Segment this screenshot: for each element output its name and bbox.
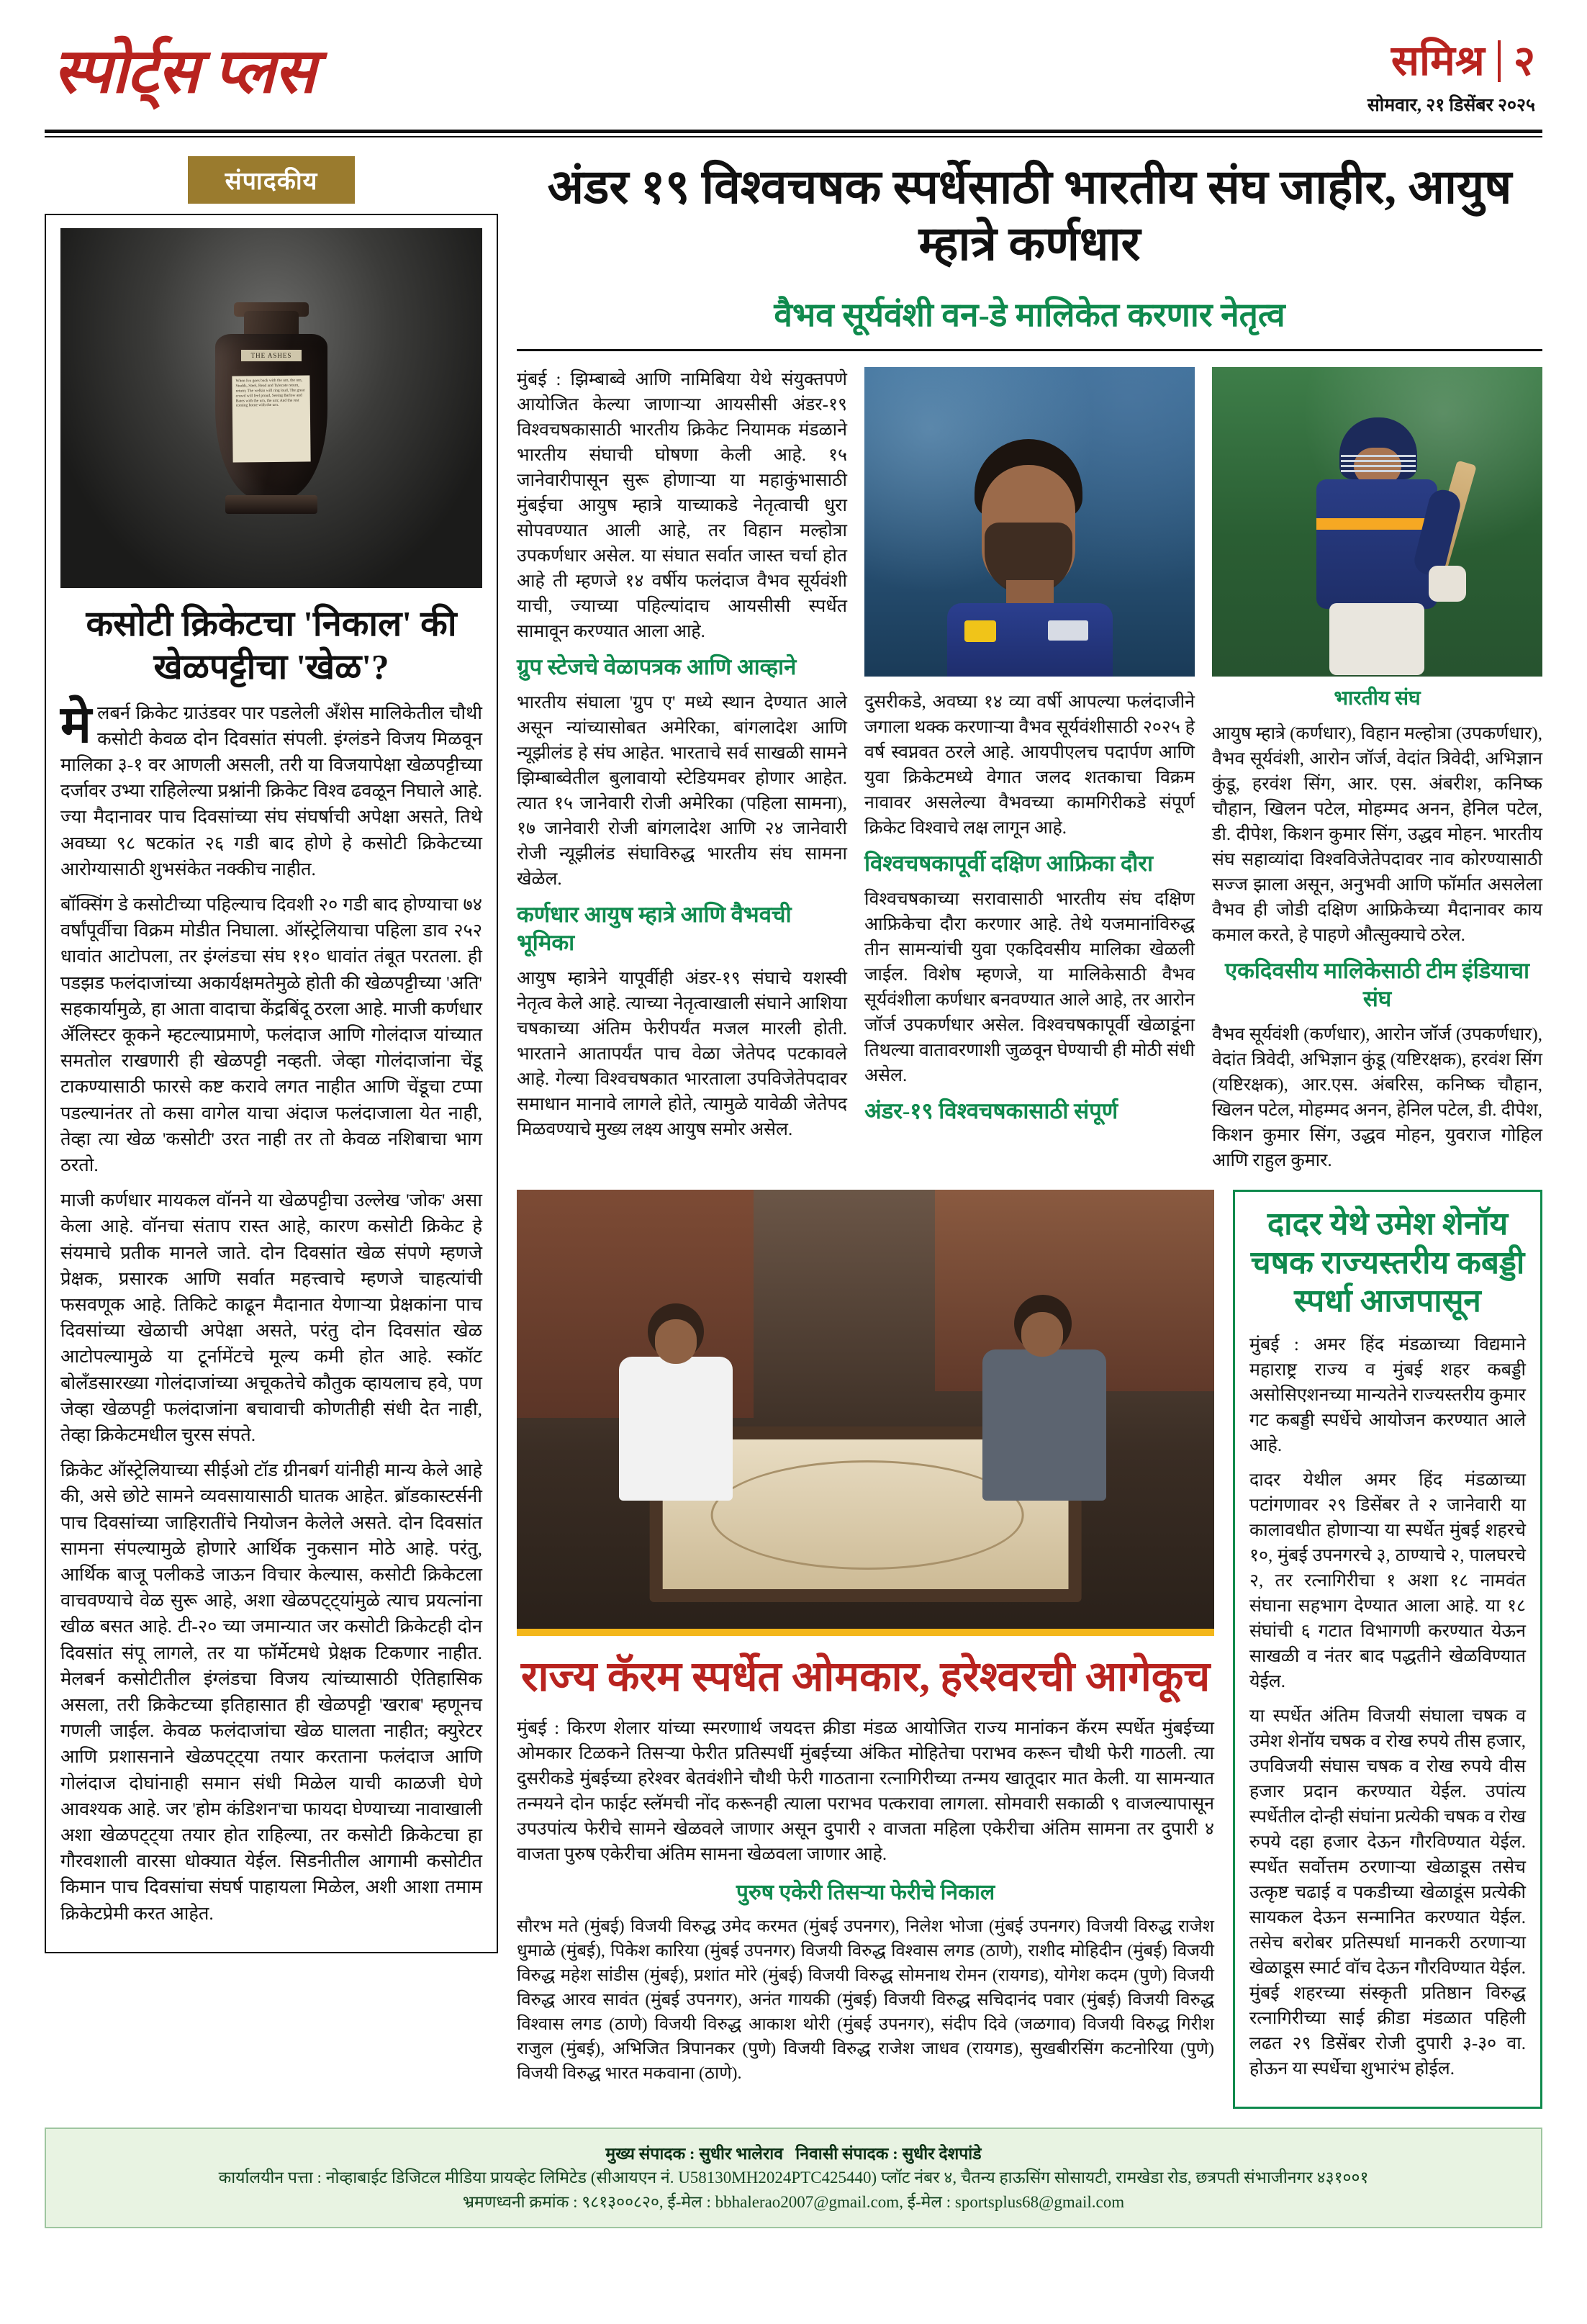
lead-col-1 <box>517 367 847 1183</box>
editorial-frame <box>45 214 498 1953</box>
paragraph: दादर येथील अमर हिंद मंडळाच्या पटांगणावर २९ डिसेंबर ते २ जानेवारी या कालावधीत होणाऱ्या या स्पर्धेत मुंबई शहरचे १०, मुंबई उपनगरचे ३, ठाण्याचे २, पालघरचे २, तर रत्नागिरीचा १ अशा १८ नामवंत संघाना सहभाग देण्यात आला आहे. या १८ संघांची ६ गटात विभागणी करण्यात येऊन साखळी व नंतर बाद पद्धतीने खेळविण्यात येईल. <box>1249 1470 1526 1691</box>
helmet-grill <box>1341 455 1416 474</box>
imprint-box <box>45 2128 1542 2228</box>
imprint-line-2: कार्यालयीन पत्ता : नोव्हाबाईट डिजिटल मीडिया प्रायव्हेट लिमिटेड (सीआयएन नं. U58130MH2024PTC425440) प्लॉट नंबर ४, चैतन्य हाऊसिंग सोसायटी, रामखेडा रोड, छत्रपती संभाजीनगर ४३१००१ <box>218 2169 1369 2187</box>
publication-logo: स्पोर्ट्स प्लस <box>53 37 316 106</box>
batsman-figure <box>1288 410 1468 677</box>
editorial-paragraph: माजी कर्णधार मायकल वॉनने या खेळपट्टीचा उल्लेख 'जोक' असा केला आहे. वॉनचा संताप रास्त आहे, कारण कसोटी क्रिकेट हे संयमाचे प्रतीक मानले जाते. दोन दिवसांत खेळ संपणे म्हणजे प्रेक्षक, प्रसारक आणि सर्वात महत्त्वाचे म्हणजे चाहत्यांची फसवणूक आहे. तिकिटे काढून मैदानात येणाऱ्या प्रेक्षकांना पाच दिवसांच्या खेळाची अपेक्षा असते, परंतु दोन दिवसांत खेळ आटोपल्यामुळे या टूर्नामेंटचे मूल्य कमी होत आहे. स्कॉट बोलँडसारख्या गोलंदाजांच्या अचूकतेचे कौतुक व्हायलाच हवे, पण जेव्हा खेळपट्टी फलंदाजांना बचावाची कोणतीही संधी देत नाही, तेव्हा क्रिकेटमधील चुरस संपते. <box>60 1190 482 1446</box>
carrom-story <box>517 1190 1214 2109</box>
masthead-topline <box>1367 37 1535 84</box>
lead-col2-text-b <box>864 887 1195 1088</box>
lead-col3-subhead-1: एकदिवसीय मालिकेसाठी टीम इंडियाचा संघ <box>1224 958 1530 1012</box>
carrom-player-right <box>972 1295 1116 1539</box>
batting-pads <box>1329 603 1424 675</box>
imprint-resident-editor-label: निवासी संपादक : <box>795 2144 898 2163</box>
editorial-tag: संपादकीय <box>188 156 356 204</box>
lead-col1-text-b <box>517 690 847 892</box>
main-column <box>517 156 1542 2109</box>
paragraph: मुंबई : किरण शेलार यांच्या स्मरणाार्थ जयदत्त क्रीडा मंडळ आयोजित राज्य मानांकन कॅरम स्पर्धेत मुंबईच्या ओमकार टिळकने तिसऱ्या फेरीत प्रतिस्पर्धी मुंबईच्या अंकित मोहितेचा पराभव करून चौथी फेरी गाठली. त्या दुसरीकडे मुंबईच्या हरेश्वर बेतवंशीने चौथी फेरी गाठताना रत्नागिरीच्या तन्मय खातूदार मात केली. या सामन्यात तन्मयने दोन फाईट स्लॅमची नोंद करूनही त्याला पराभव पत्करावा लागला. सोमवारी सकाळी ९ वाजल्यापासून उपउपांत्य फेरीचे सामने खेळवले जाणार असून दुपारी २ वाजता महिला एकेरीचा अंतिम सामना तर दुपारी ४ वाजता पुरुष एकेरीचा अंतिम सामना खेळवला जाणार आहे. <box>517 1718 1214 1864</box>
paragraph: भारतीय संघाला 'ग्रुप ए' मध्ये स्थान देण्यात आले असून न्यांच्यासोबत अमेरिका, बांगलादेश आणि न्यूझीलंड हे संघ आहेत. भारताचे सर्व साखळी सामने झिम्बाब्वेतील बुलावायो स्टेडियमवर होणार आहेत. त्यात १५ जानेवारी रोजी अमेरिका (पहिला सामना), १७ जानेवारी रोजी बांगलादेश आणि २४ जानेवारी रोजी न्यूझीलंड संघाविरुद्ध भारतीय संघ सामना खेळेल. <box>517 693 847 890</box>
editorial-body <box>60 695 482 1927</box>
carrom-results-text: सौरभ मते (मुंबई) विजयी विरुद्ध उमेद करमत (मुंबई उपनगर), निलेश भोजा (मुंबई उपनगर) विजयी विरुद्ध राजेश धुमाळे (मुंबई), पिकेश कारिया (मुंबई उपनगर) विजयी विरुद्ध विश्वास लगड (ठाणे), राशीद मोहिदीन (मुंबई) विजयी विरुद्ध महेश सांडीस (मुंबई), प्रशांत मोरे (मुंबई) विजयी विरुद्ध सोमनाथ रोमन (रायगड), योगेश कदम (पुणे) विजयी विरुद्ध आरव सावंत (मुंबई उपनगर), अनंत गायकी (मुंबई) विजयी विरुद्ध सचिदानंद पवार (मुंबई) विजयी विरुद्ध विश्वास लगड (ठाणे) विजयी विरुद्ध आकाश थोरी (मुंबई उपनगर), संदीप दिवे (जळगाव) विजयी विरुद्ध गिरीश राजुल (मुंबई), अभिजित त्रिपानकर (पुणे) विजयी विरुद्ध राजेश जाधव (रायगड), सुखबीरसिंग कटनोरिया (पुणे) विजयी विरुद्ध भारत मकवाना (ठाणे). <box>517 1917 1214 2084</box>
paragraph: मुंबई : अमर हिंद मंडळाच्या विद्यमाने महाराष्ट्र राज्य व मुंबई शहर कबड्डी असोसिएशनच्या मान्यतेने राज्यस्तरीय कुमार गट कबड्डी स्पर्धेचे आयोजन करण्यात आले आहे. <box>1249 1334 1526 1455</box>
lead-col1-text <box>517 367 847 644</box>
kabaddi-story <box>1233 1190 1542 2109</box>
page-number: २ <box>1498 40 1535 82</box>
kabaddi-box <box>1233 1190 1542 2109</box>
player-shirt <box>982 1349 1106 1501</box>
lead-headline: अंडर १९ विश्वचषक स्पर्धेसाठी भारतीय संघ जाहीर, आयुष म्हात्रे कर्णधार <box>547 161 1512 271</box>
carrom-results-subhead: पुरुष एकेरी तिसऱ्या फेरीचे निकाल <box>736 1880 995 1904</box>
urn-cap-text: THE ASHES <box>241 350 302 361</box>
ashes-urn-photo <box>60 228 482 588</box>
lead-col-3 <box>1212 367 1542 1183</box>
lead-col-2 <box>864 367 1195 1183</box>
lead-col3-text-b <box>1212 1022 1542 1173</box>
paragraph: वैभव सूर्यवंशी (कर्णधार), आरोन जॉर्ज (उपकर्णधार), वेदांत त्रिवेदी, अभिज्ञान कुंडू (यष्टिरक्षक), हरवंश सिंग (यष्टिरक्षक), आर.एस. अंबरिस, कनिष्क चौहान, खिलन पटेल, मोहम्मद अनन, हेनिल पटेल, डी. दीपेश, किशन कुमार सिंग, उद्धव मोहन, युवराज गोहिल आणि राहुल कुमार. <box>1212 1024 1542 1170</box>
lead-col2-subhead-1: विश्वचषकापूर्वी दक्षिण आफ्रिका दौरा <box>864 851 1154 877</box>
imprint-resident-editor-name: सुधीर देशपांडे <box>902 2144 982 2163</box>
paragraph: आयुष म्हात्रे (कर्णधार), विहान मल्होत्रा (उपकर्णधार), वैभव सूर्यवंशी, आरोन जॉर्ज, वेदांत त्रिवेदी, अभिज्ञान कुंडू, हरवंश सिंग, आर. एस. अंबरीश, कनिष्क चौहान, खिलन पटेल, मोहम्मद अनन, हेनिल पटेल, डी. दीपेश, किशन कुमार सिंग, उद्धव मोहन. भारतीय संघ सहाव्यांदा विश्वविजेतेपदावर नाव कोरण्यासाठी सज्ज झाला असून, अनुभवी आणि फॉर्मात असलेला वैभव ही जोडी दक्षिण आफ्रिकेच्या मैदानावर काय कमाल करते, हे पाहणे औत्सुक्याचे ठरेल. <box>1212 724 1543 946</box>
jersey-stripe <box>1316 518 1437 530</box>
urn-label-text: When Ivo goes back with the urn, the urn, Studds, Steel, Read and Tylecote return, return; The welkin will ring loud, The great crowd will feel proud, Seeing Barlow and Bates with the urn, the urn; And the rest coming home with the urn. <box>232 375 310 462</box>
imprint-line-1 <box>62 2142 1525 2166</box>
imprint-line-3: भ्रमणध्वनी क्रमांक : ९८१३००८२०, ई-मेल : bbhalerao2007@gmail.com, ई-मेल : sportsplus68@gmail.com <box>462 2192 1125 2211</box>
editorial-paragraph: क्रिकेट ऑस्ट्रेलियाच्या सीईओ टॉड ग्रीनबर्ग यांनीही मान्य केले आहे की, असे छोटे सामने व्यवसायासाठी घातक आहेत. ब्रॉडकास्टर्सनी पाच दिवसांच्या जाहिरातींचे नियोजन केलेले असते. दोन दिवसांत सामना संपल्यामुळे होणारे आर्थिक नुकसान मोठे आहे. परंतु, आर्थिक बाजू पलीकडे जाऊन विचार केल्यास, कसोटी क्रिकेटला वाचवण्याचे वेळ सुरू आहे, अशा खेळपट्ट्यांमुळे त्याच प्रयत्नांना खीळ बसत आहे. टी-२० च्या जमान्यात जर कसोटी क्रिकेटही दोन दिवसांत संपू लागले, तर या फॉर्मेटमधे प्रेक्षक टिकणार नाहीत. मेलबर्न कसोटीतील इंग्लंडचा विजय त्यांच्यासाठी ऐतिहासिक असला, तरी क्रिकेटच्या इतिहासात ही खेळपट्टी 'खराब' म्हणूनच गणली जाईल. केवळ फलंदाजांचा खेळ घालता नाहीत; क्युरेटर आणि प्रशासनाने खेळपट्ट्या तयार करताना फलंदाज आणि गोलंदाज दोघांनाही समान संधी मिळेल याची काळजी घेणे आवश्यक आहे. जर 'होम कंडिशन'चा फायदा घेण्याच्या नावाखाली अशा खेळपट्ट्या तयार होत राहिल्या, तर कसोटी क्रिकेटचा हा गौरवशाली वारसा धोक्यात येईल. सिडनीतील आगामी कसोटीत किमान पाच दिवसांचा संघर्ष पाहायला मिळेल, अशी आशा तमाम क्रिकेटप्रेमी करत आहेत. <box>60 1460 482 1924</box>
lead-col3-text <box>1212 721 1542 948</box>
indian-team-photo <box>1212 367 1542 677</box>
carrom-tournament-photo <box>517 1190 1214 1636</box>
editorial-tag-wrap <box>45 156 498 204</box>
player-figure <box>940 439 1120 677</box>
masthead-rule-thin <box>45 136 1542 137</box>
editorial-headline: कसोटी क्रिकेटचा 'निकाल' की खेळपट्टीचा 'खेळ'? <box>86 604 457 687</box>
player-face <box>1021 1312 1063 1357</box>
paragraph: दुसरीकडे, अवघ्या १४ व्या वर्षी आपल्या फलंदाजीने जगाला थक्क करणाऱ्या वैभव सूर्यवंशीसाठी २०२५ हे वर्ष स्वप्नवत ठरले आहे. आयपीएलच पदार्पण आणि युवा क्रिकेटमध्ये वेगात जलद शतकाचा विक्रम नावावर असलेल्या वैभवच्या कामगिरीकडे संपूर्ण क्रिकेट विश्वाचे लक्ष लागून आहे. <box>864 692 1195 838</box>
lead-col1-text-c <box>517 966 847 1142</box>
jersey-sponsor-badge <box>964 620 996 642</box>
editorial-paragraph: मेलबर्न क्रिकेट ग्राउंडवर पार पडलेली अँशेस मालिकेतील चौथी कसोटी केवळ दोन दिवसांत संपली. इंग्लंडने विजय मिळवून मालिका ३-१ वर आणली असली, तरी या विजयापेक्षा खेळपट्टीच्या दर्जावर उभ्या राहिलेल्या प्रश्नांनी क्रिकेट विश्व ढवळून निघाले आहे. ज्या मैदानावर पाच दिवसांच्या संघ संघर्षाची अपेक्षा असते, तिथे अवघ्या ९८ षटकांत २६ गडी बाद होणे हे कसोटी क्रिकेटच्या आरोग्यासाठी शुभसंकेत नक्कीच नाहीत. <box>60 695 482 880</box>
player-face <box>655 1319 697 1364</box>
masthead <box>45 37 1542 125</box>
lead-col2-subhead-2: अंडर-१९ विश्वचषकासाठी संपूर्ण <box>864 1098 1118 1124</box>
kabaddi-body <box>1249 1332 1526 2081</box>
carrom-body <box>517 1716 1214 1867</box>
urn-base <box>225 495 317 514</box>
paragraph: या स्पर्धेत अंतिम विजयी संघाला चषक व उमेश शेनॉय चषक व रोख रुपये तीस हजार, उपविजयी संघास चषक व रोख रुपये वीस हजार प्रदान करण्यात येईल. उपांत्य स्पर्धेतील दोन्ही संघांना प्रत्येकी चषक व रोख रुपये दहा हजार देऊन गौरविण्यात येईल. स्पर्धेत सर्वोत्तम ठरणाऱ्या खेळाडूस तसेच उत्कृष्ट चढाई व पकडीच्या खेळाडूंस प्रत्येकी सायकल देऊन सन्मानित करण्यात येईल. तसेच बरोबर प्रतिस्पर्धा मानकरी ठरणाऱ्या खेळाडूस स्मार्ट वॉच देऊन गौरविण्यात येईल. मुंबई शहरच्या संस्कृती प्रतिष्ठान विरुद्ध रत्नागिरीच्या साई क्रीडा मंडळात पहिली लढत २९ डिसेंबर रोजी दुपारी ३-३० वा. होऊन या स्पर्धेचा शुभारंभ होईल. <box>1249 1706 1526 2079</box>
section-name: समिश्र <box>1391 37 1485 84</box>
page-body <box>45 156 1542 2109</box>
carrom-player-left <box>607 1303 744 1541</box>
editorial-column <box>45 156 498 2109</box>
urn-illustration <box>199 289 343 527</box>
batting-glove <box>1429 566 1466 602</box>
imprint-editor-name: सुधीर भालेराव <box>699 2144 783 2163</box>
lead-col1-subhead-1: ग्रुप स्टेजचे वेळापत्रक आणि आव्हाने <box>517 654 797 680</box>
player-shirt <box>619 1357 733 1501</box>
masthead-right <box>1367 37 1542 117</box>
lead-col1-subhead-2: कर्णधार आयुष म्हात्रे आणि वैभवची भूमिका <box>517 902 792 955</box>
paragraph: आयुष म्हात्रेने यापूर्वीही अंडर-१९ संघाचे यशस्वी नेतृत्व केले आहे. त्याच्या नेतृत्वाखाली संघाने आशिया चषकाच्या अंतिम फेरीपर्यंत मजल मारली होती. भारतानेे आतापर्यंत पाच वेळा जेतेपद पटकावले आहे. गेल्या विश्वचषकात भारताला उपविजेतेपदावर समाधान मानावे लागले होते, त्यामुळे यावेळी जेतेपद मिळवण्याचे मुख्य लक्ष्य आयुष समोर असेल. <box>517 968 847 1139</box>
kabaddi-headline: दादर येथे उमेश शेनॉय चषक राज्यस्तरीय कबड्डी स्पर्धा आजपासून <box>1250 1206 1525 1319</box>
masthead-rule <box>45 130 1542 133</box>
jersey-logo-badge <box>1048 620 1088 641</box>
bottom-section <box>517 1190 1542 2109</box>
lead-col2-text <box>864 689 1195 841</box>
paragraph: मुंबई : झिम्बाब्वे आणि नामिबिया येथे संयुक्तपणे आयोजित केल्या जाणाऱ्या आयसीसी अंडर-१९ विश्वचषकासाठी भारतीय क्रिकेट नियामक मंडळाने भारतीय संघाची घोषणा केली आहे. १५ जानेवारीपासून सुरू होणाऱ्या या महाकुंभासाठी मुंबईचा आयुष म्हात्रे याच्याकडे नेतृत्वाची धुरा सोपवण्यात आली आहे, तर विहान मल्होत्रा उपकर्णधार असेल. या संघात सर्वात जास्त चर्चा होत आहे ती म्हणजे १४ वर्षीय फलंदाज वैभव सूर्यवंशी याची, ज्याच्या पहिल्यांदाच आयसीसी स्पर्धेत सामावून करण्यात आला आहे. <box>517 370 847 642</box>
imprint-editor-label: मुख्य संपादक : <box>605 2144 695 2163</box>
carrom-headline: राज्य कॅरम स्पर्धेत ओमकार, हरेश्वरची आगेकूच <box>520 1652 1211 1700</box>
paragraph: विश्वचषकाच्या सरावासाठी भारतीय संघ दक्षिण आफ्रिकेचा दौरा करणार आहे. तेथे यजमानांविरुद्ध तीन सामन्यांची युवा एकदिवसीय मालिका खेळली जाईल. विशेष म्हणजे, या मालिकेसाठी वैभव सूर्यवंशीला कर्णधार बनवण्यात आले आहे, तर आरोन जॉर्ज उपकर्णधार असेल. विश्वचषकापूर्वी खेळाडूंना तिथल्या वातावरणाशी जुळवून घेण्याची ही मोठी संधी असेल. <box>864 890 1195 1086</box>
ayush-mhatre-photo <box>864 367 1195 677</box>
lead-three-columns <box>517 367 1542 1183</box>
team-photo-caption: भारतीय संघ <box>1334 687 1421 710</box>
editorial-paragraph: बॉक्सिंग डे कसोटीच्या पहिल्याच दिवशी २० गडी बाद होण्याचा ७४ वर्षांपूर्वीचा विक्रम मोडीत निघाला. ऑस्ट्रेलियाचा पहिला डाव २५२ धावांत आटोपला, तर इंग्लंडचा संघ ११० धावांत तंबूत परतला. ही पडझड फलंदाजांच्या अकार्यक्षमतेमुळे होती की खेळपट्टीच्या 'अति' सहकार्यामुळे, हा आता वादाचा केंद्रबिंदू ठरला आहे. माजी कर्णधार ॲलिस्टर कूकने म्हटल्याप्रमाणे, फलंदाज आणि गोलंदाज यांच्यात समतोल राखणारी ही खेळपट्टी नव्हती. जेव्हा गोलंदाजांना चेंडू टाकण्यासाठी फारसे कष्ट करावे लगत नाहीत आणि चेंडूचा टप्पा पडल्यानंतर तो कसा वागेल याचा अंदाज फलंदाजाला येत नाही, तेव्हा त्या खेळ 'कसोटी' उरत नाही तर तो केवळ नशिबाचा भाग ठरतो. <box>60 893 482 1175</box>
lead-subheadline: वैभव सूर्यवंशी वन-डे मालिकेत करणार नेतृत्व <box>517 284 1542 351</box>
dateline: सोमवार, २१ डिसेंबर २०२५ <box>1367 96 1535 115</box>
